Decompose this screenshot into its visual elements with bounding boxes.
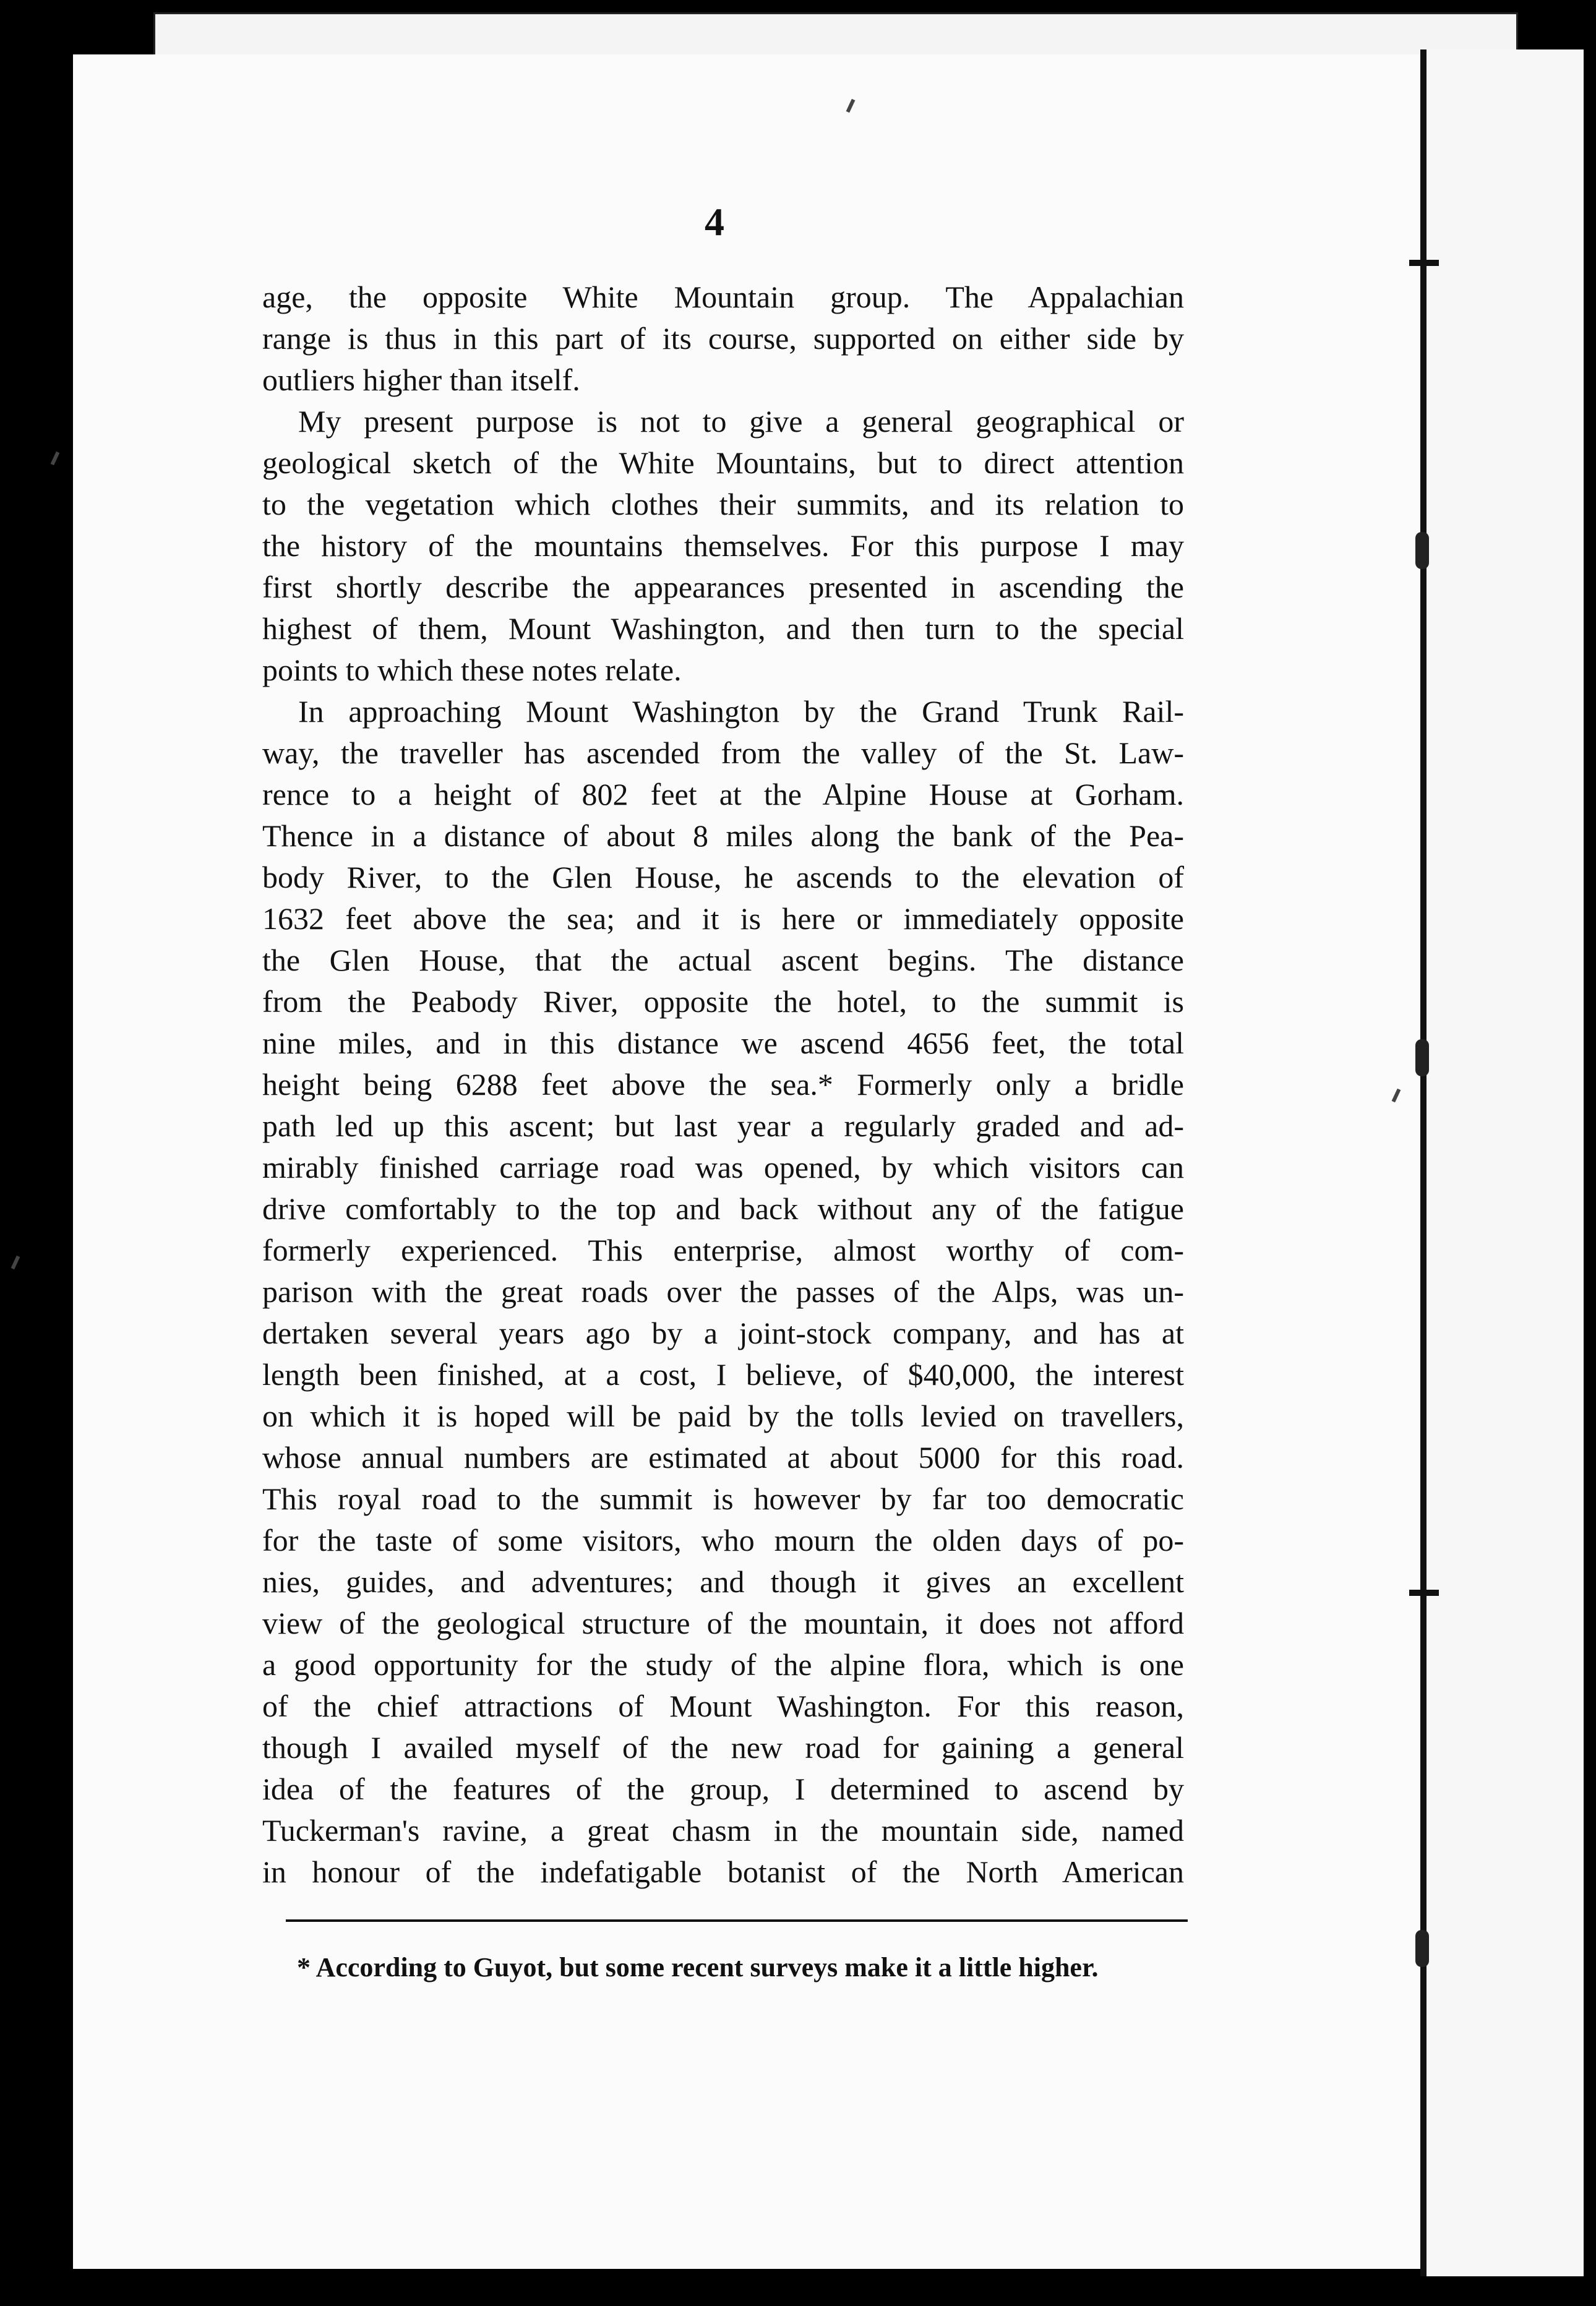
text-line: My present purpose is not to give a general geographical or xyxy=(298,404,1184,439)
text-line: Tuckerman's ravine, a great chasm in the mountain side, named xyxy=(262,1813,1184,1848)
text-line: body River, to the Glen House, he ascends to the elevation of xyxy=(262,860,1184,894)
facing-page-edge xyxy=(1423,49,1584,2276)
text-line: way, the traveller has ascended from the valley of the St. Law- xyxy=(262,735,1184,770)
text-line: the history of the mountains themselves. For this purpose I may xyxy=(262,528,1184,563)
footnote-rule xyxy=(286,1919,1188,1922)
text-line: whose annual numbers are estimated at about 5000 for this road. xyxy=(262,1440,1184,1475)
text-line: to the vegetation which clothes their summits, and its relation to xyxy=(262,487,1184,521)
binding-stitch xyxy=(1415,1039,1429,1076)
paper-speck xyxy=(51,452,60,465)
text-line: path led up this ascent; but last year a regularly graded and ad- xyxy=(262,1108,1184,1143)
page-number: 4 xyxy=(705,200,724,244)
text-line: nies, guides, and adventures; and though it gives an excellent xyxy=(262,1564,1184,1599)
text-line: from the Peabody River, opposite the hotel, to the summit is xyxy=(262,984,1184,1019)
text-line: points to which these notes relate. xyxy=(262,653,682,687)
paper-speck xyxy=(11,1256,20,1269)
binding-stitch xyxy=(1415,532,1429,569)
text-line: formerly experienced. This enterprise, almost worthy of com- xyxy=(262,1233,1184,1267)
text-line: of the chief attractions of Mount Washington. For this reason, xyxy=(262,1689,1184,1723)
text-line: view of the geological structure of the mountain, it does not afford xyxy=(262,1606,1184,1640)
text-line: height being 6288 feet above the sea.* Formerly only a bridle xyxy=(262,1067,1184,1102)
text-line: though I availed myself of the new road for gaining a general xyxy=(262,1730,1184,1765)
text-line: Thence in a distance of about 8 miles along the bank of the Pea- xyxy=(262,818,1184,853)
text-line: nine miles, and in this distance we ascend 4656 feet, the total xyxy=(262,1026,1184,1060)
binding-stitch xyxy=(1415,1930,1429,1967)
text-line: highest of them, Mount Washington, and then turn to the special xyxy=(262,611,1184,646)
text-line: geological sketch of the White Mountains, but to direct attention xyxy=(262,445,1184,480)
text-line: for the taste of some visitors, who mourn the olden days of po- xyxy=(262,1523,1184,1558)
text-line: length been finished, at a cost, I believe, of $40,000, the interest xyxy=(262,1357,1184,1392)
text-line: age, the opposite White Mountain group. The Appalachian xyxy=(262,280,1184,314)
text-line: on which it is hoped will be paid by the tolls levied on travellers, xyxy=(262,1399,1184,1433)
text-line: rence to a height of 802 feet at the Alpine House at Gorham. xyxy=(262,777,1184,812)
text-line: outliers higher than itself. xyxy=(262,362,580,397)
text-line: mirably finished carriage road was opened, by which visitors can xyxy=(262,1150,1184,1185)
text-line: parison with the great roads over the passes of the Alps, was un- xyxy=(262,1274,1184,1309)
text-line: 1632 feet above the sea; and it is here or immediately opposite xyxy=(262,901,1184,936)
binding-stitch xyxy=(1409,260,1439,266)
text-line: first shortly describe the appearances presented in ascending the xyxy=(262,570,1184,604)
text-line: idea of the features of the group, I determined to ascend by xyxy=(262,1772,1184,1806)
text-line: drive comfortably to the top and back without any of the fatigue xyxy=(262,1191,1184,1226)
text-line: a good opportunity for the study of the alpine flora, which is one xyxy=(262,1647,1184,1682)
text-line: in honour of the indefatigable botanist of the North American xyxy=(262,1854,1184,1889)
footnote: * According to Guyot, but some recent surveys make it a little higher. xyxy=(297,1952,1099,1982)
text-line: range is thus in this part of its course, supported on either side by xyxy=(262,321,1184,356)
text-line: This royal road to the summit is however by far too democratic xyxy=(262,1481,1184,1516)
text-line: In approaching Mount Washington by the Grand Trunk Rail- xyxy=(298,694,1184,729)
binding-stitch xyxy=(1409,1590,1439,1596)
text-line: dertaken several years ago by a joint-stock company, and has at xyxy=(262,1316,1184,1350)
text-line: the Glen House, that the actual ascent begins. The distance xyxy=(262,943,1184,977)
